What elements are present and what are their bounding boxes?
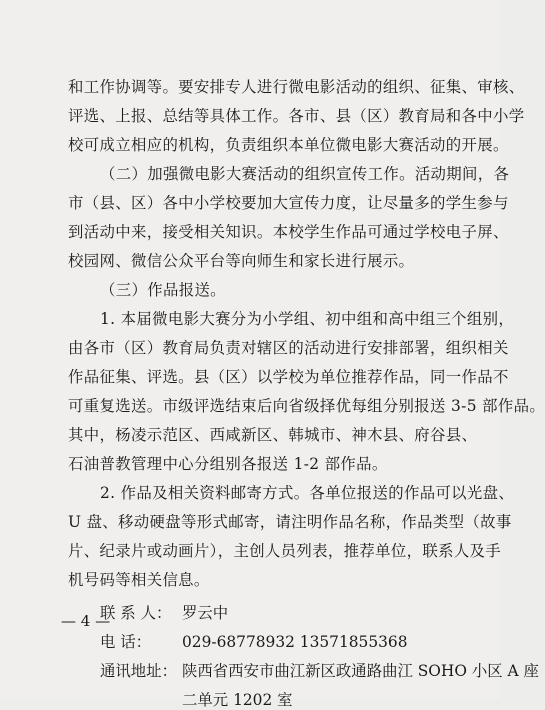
paragraph-2-line-4: 校园网、微信公众平台等向师生和家长进行展示。 bbox=[68, 252, 415, 270]
paragraph-1-line-1: 和工作协调等。要安排专人进行微电影活动的组织、征集、审核、 bbox=[68, 78, 525, 96]
contact-person-value: 罗云中 bbox=[182, 604, 229, 622]
paragraph-4-line-5: 其中，杨凌示范区、西咸新区、韩城市、神木县、府谷县、 bbox=[68, 426, 478, 444]
paragraph-5-line-2: U 盘、移动硬盘等形式邮寄，请注明作品名称，作品类型（故事 bbox=[68, 513, 512, 531]
contact-person-label: 联 系 人： bbox=[100, 604, 172, 622]
contact-address-line-1: 陕西省西安市曲江新区政通路曲江 SOHO 小区 A 座 bbox=[182, 662, 539, 680]
paragraph-4-line-4: 可重复选送。市级评选结束后向省级择优每组分别报送 3-5 部作品。 bbox=[68, 397, 545, 415]
paragraph-5-line-3: 片、纪录片或动画片），主创人员列表，推荐单位，联系人及手 bbox=[68, 542, 502, 560]
paragraph-4-line-2: 由各市（区）教育局负责对辖区的活动进行安排部署，组织相关 bbox=[68, 339, 509, 357]
paragraph-1-line-3: 校可成立相应的机构，负责组织本单位微电影大赛活动的开展。 bbox=[68, 136, 509, 154]
paragraph-1-line-2: 评选、上报、总结等具体工作。各市、县（区）教育局和各中小学 bbox=[68, 107, 525, 125]
contact-phone-value: 029-68778932 13571855368 bbox=[182, 633, 408, 651]
page-number: — 4 — bbox=[61, 612, 111, 630]
paragraph-2-line-3: 到活动中来，接受相关知识。本校学生作品可通过学校电子屏、 bbox=[68, 223, 509, 241]
contact-phone-label: 电 话： bbox=[100, 633, 152, 651]
paragraph-5-line-4: 机号码等相关信息。 bbox=[68, 571, 210, 589]
paragraph-4-line-6: 石油普教管理中心分组别各报送 1-2 部作品。 bbox=[68, 455, 388, 473]
contact-address-label: 通讯地址： bbox=[100, 662, 177, 680]
paragraph-5-line-1: 2. 作品及相关资料邮寄方式。各单位报送的作品可以光盘、 bbox=[100, 484, 515, 502]
paragraph-2-line-1: （二）加强微电影大赛活动的组织宣传工作。活动期间，各 bbox=[100, 165, 510, 183]
paragraph-4-line-1: 1. 本届微电影大赛分为小学组、初中组和高中组三个组别， bbox=[100, 310, 515, 328]
contact-address-line-2: 二单元 1202 室 bbox=[182, 691, 293, 709]
paragraph-4-line-3: 作品征集、评选。县（区）以学校为单位推荐作品，同一作品不 bbox=[68, 368, 509, 386]
paragraph-2-line-2: 市（县、区）各中小学校要加大宣传力度，让尽量多的学生参与 bbox=[68, 194, 509, 212]
paragraph-3-heading: （三）作品报送。 bbox=[100, 281, 226, 299]
